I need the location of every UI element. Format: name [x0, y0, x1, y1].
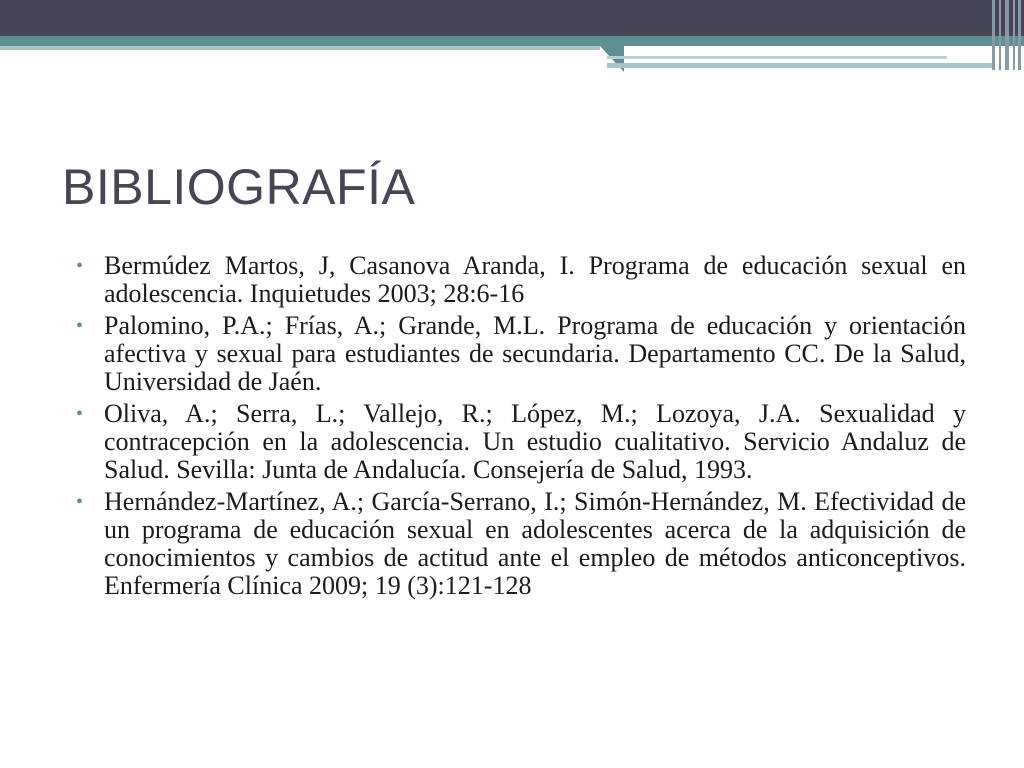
bullet-icon: •	[76, 255, 84, 277]
bibliography-entry-text: Oliva, A.; Serra, L.; Vallejo, R.; López, M.; Lozoya, J.A. Sexualidad y contracepción en la adolescencia. Un estudio cualitativo. Servicio Andaluz de Salud. Sevilla: Junta de Andalucía. Consejería de Salud, 1993.	[104, 399, 966, 484]
bibliography-entry-text: Hernández-Martínez, A.; García-Serrano, I.; Simón-Hernández, M. Efectividad de un programa de educación sexual en adolescentes acerca de la adquisición de conocimientos y cambios de actitud ante el empleo de métodos anticonceptivos. Enfermería Clínica 2009; 19 (3):121-128	[104, 487, 966, 600]
header-accent-line	[607, 56, 947, 59]
bibliography-entry-text: Bermúdez Martos, J, Casanova Aranda, I. Programa de educación sexual en adolescencia. Inquietudes 2003; 28:6-16	[104, 251, 966, 308]
corner-stripes-decoration	[990, 0, 1024, 70]
bullet-icon: •	[76, 315, 84, 337]
bibliography-entry	[76, 312, 966, 396]
bibliography-entry	[76, 400, 966, 484]
bullet-icon: •	[76, 403, 84, 425]
bibliography-entry	[76, 488, 966, 600]
header-accent-line	[607, 63, 992, 68]
bullet-icon: •	[76, 491, 84, 513]
header-dark-band	[0, 0, 1024, 36]
header-teal-band	[0, 36, 1024, 46]
bibliography-list	[76, 252, 966, 604]
bibliography-entry	[76, 252, 966, 308]
header-slant-decoration	[600, 46, 624, 72]
header-light-stripe	[0, 46, 600, 50]
bibliography-entry-text: Palomino, P.A.; Frías, A.; Grande, M.L. Programa de educación y orientación afectiva y sexual para estudiantes de secundaria. Departamento CC. De la Salud, Universidad de Jaén.	[104, 311, 966, 396]
slide-title: BIBLIOGRAFÍA	[62, 159, 416, 215]
